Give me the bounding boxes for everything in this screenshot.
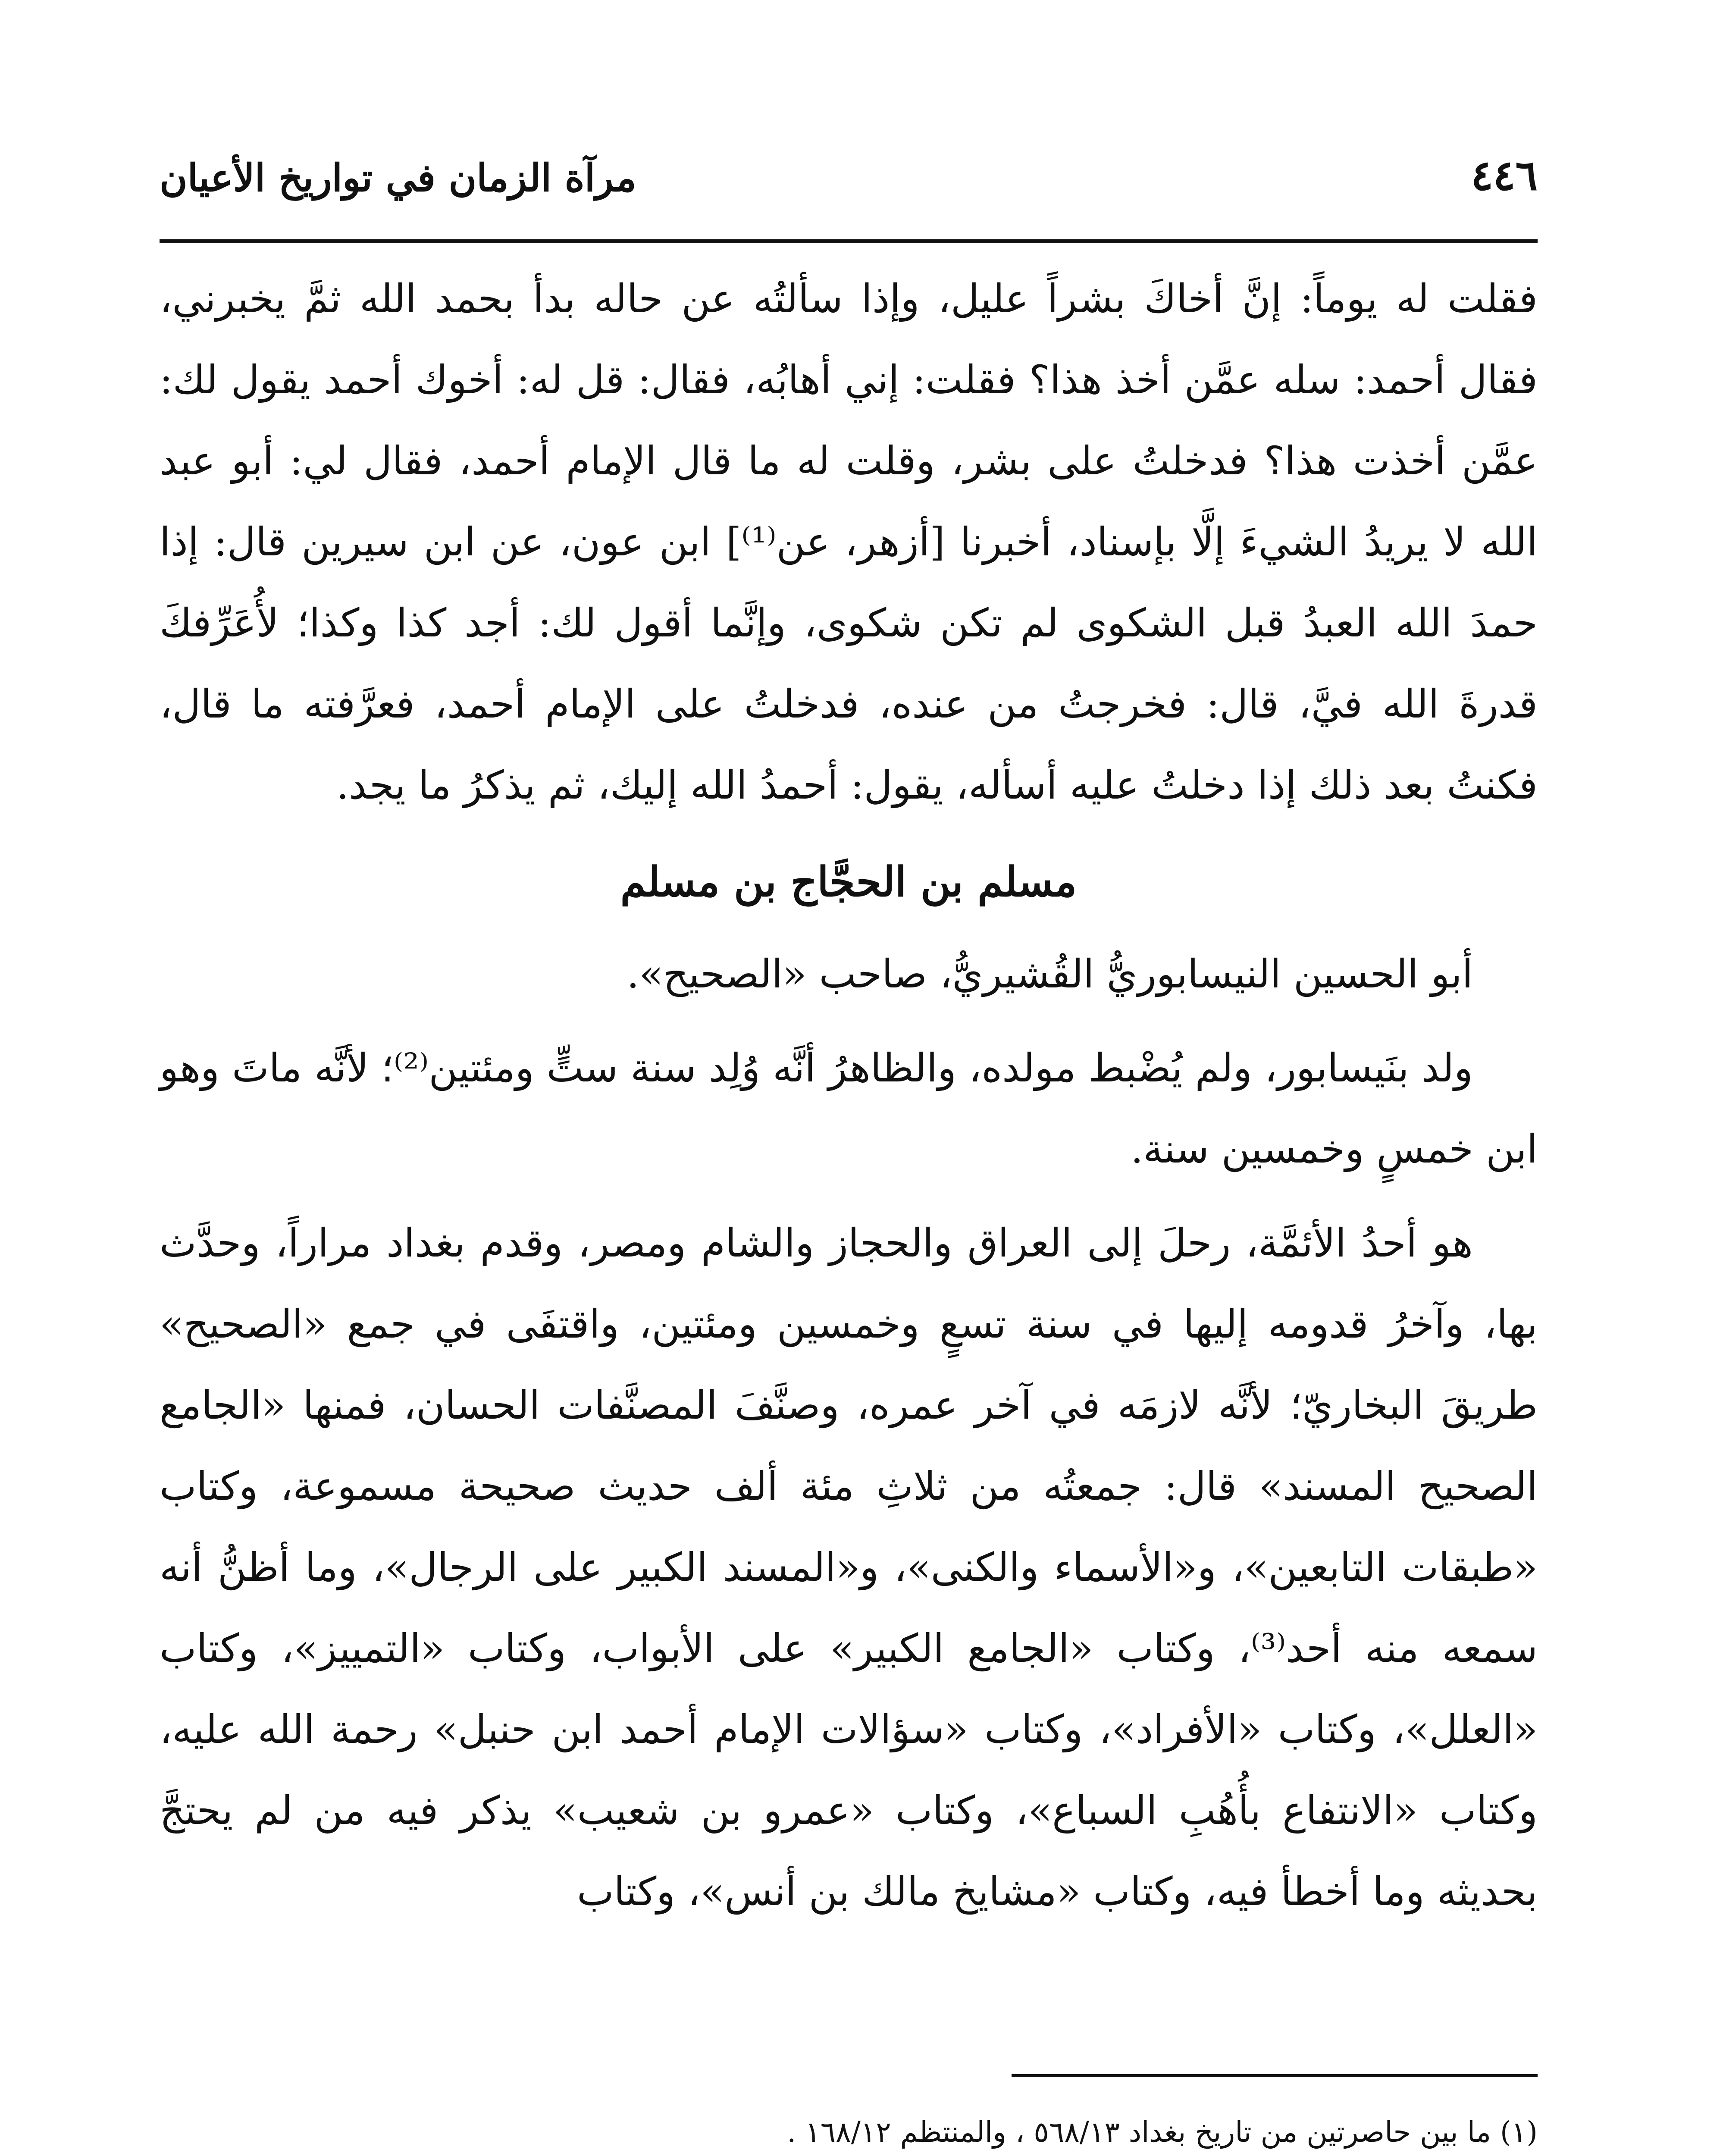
header-rule bbox=[160, 239, 1538, 243]
footnote-separator bbox=[1012, 2074, 1538, 2077]
section-heading: مسلم بن الحجَّاج بن مسلم bbox=[620, 858, 1077, 906]
paragraph-kunya: أبو الحسين النيسابوريُّ القُشيريُّ، صاحب «الصحيح». bbox=[627, 952, 1473, 997]
page-number: ٤٤٦ bbox=[1471, 151, 1538, 200]
paragraph-biography: هو أحدُ الأئمَّة، رحلَ إلى العراق والحجاز والشام ومصر، وقدم بغداد مراراً، وحدَّث بها، وآخرُ قدومه إليها في سنة تسعٍ وخمسين ومئتين، واقتفَى في جمع «الصحيح» طريقَ البخاريّ؛ لأنَّه لازمَه في آخر عمره، وصنَّفَ المصنَّفات الحسان، فمنها «الجامع الصحيح المسند» قال: جمعتُه من ثلاثِ مئة ألف حديث صحيحة مسموعة، وكتاب «طبقات التابعين»، و«الأسماء والكنى»، و«المسند الكبير على الرجال»، وما أظنُّ أنه سمعه منه أحد⁽³⁾، وكتاب «الجامع الكبير» على الأبواب، وكتاب «التمييز»، وكتاب «العلل»، وكتاب «الأفراد»، وكتاب «سؤالات الإمام أحمد ابن حنبل» رحمة الله عليه، وكتاب «الانتفاع بأُهُبِ السباع»، وكتاب «عمرو بن شعيب» يذكر فيه من لم يحتجَّ بحديثه وما أخطأ فيه، وكتاب «مشايخ مالك بن أنس»، وكتاب bbox=[160, 1221, 1538, 1915]
footnotes bbox=[160, 2104, 1538, 2156]
running-title: مرآة الزمان في تواريخ الأعيان bbox=[160, 155, 636, 200]
running-header bbox=[160, 142, 1538, 229]
paragraph-bishr-story: فقلت له يوماً: إنَّ أخاكَ بشراً عليل، وإذا سألتُه عن حاله بدأ بحمد الله ثمَّ يخبرني، فقال أحمد: سله عمَّن أخذ هذا؟ فقلت: إني أهابُه، فقال: قل له: أخوك أحمد يقول لك: عمَّن أخذت هذا؟ فدخلتُ على بشر، وقلت له ما قال الإمام أحمد، فقال لي: أبو عبد الله لا يريدُ الشيءَ إلَّا بإسناد، أخبرنا [أزهر، عن⁽¹⁾] ابن عون، عن ابن سيرين قال: إذا حمدَ الله العبدُ قبل الشكوى لم تكن شكوى، وإنَّما أقول لك: أجد كذا وكذا؛ لأُعَرِّفكَ قدرةَ الله فيَّ، قال: فخرجتُ من عنده، فدخلتُ على الإمام أحمد، فعرَّفته ما قال، فكنتُ بعد ذلك إذا دخلتُ عليه أسأله، يقول: أحمدُ الله إليك، ثم يذكرُ ما يجد. bbox=[160, 276, 1538, 808]
paragraph-birth: ولد بنَيسابور، ولم يُضْبط مولده، والظاهرُ أنَّه وُلِد سنة ستٍّ ومئتين⁽²⁾؛ لأنَّه ماتَ وهو ابن خمسٍ وخمسين سنة. bbox=[160, 1046, 1538, 1172]
footnote-1: (١) ما بين حاصرتين من تاريخ بغداد ٥٦٨/١٣ ، والمنتظم ١٦٨/١٢ . bbox=[787, 2115, 1538, 2149]
main-text bbox=[160, 259, 1538, 1933]
